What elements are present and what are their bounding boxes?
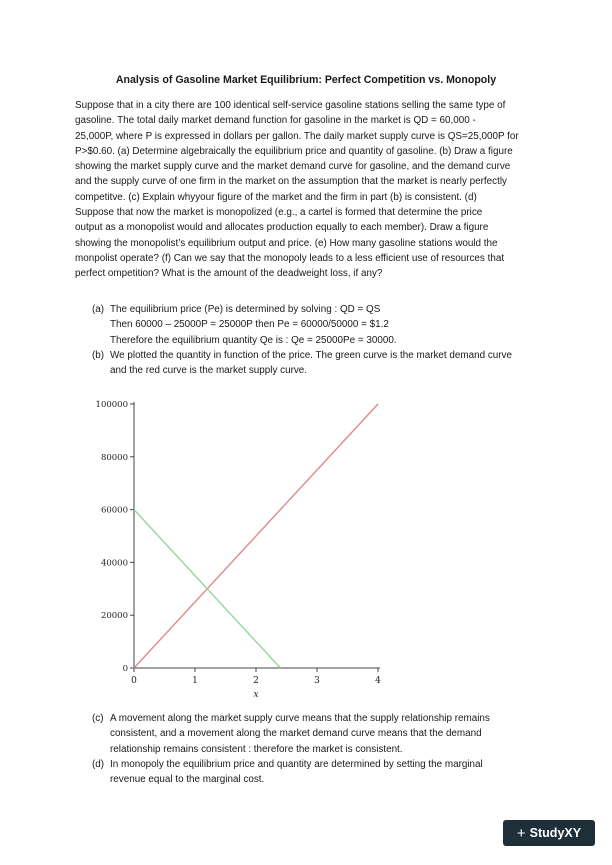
problem-line: showing the monopolist’s equilibrium output and price. (e) How many gasoline stations would the: [75, 237, 498, 249]
problem-line: Suppose that in a city there are 100 identical self-service gasoline stations selling the same type of: [75, 100, 506, 111]
answer-line: Therefore the equilibrium quantity Qe is : Qe = 25000Pe = 30000.: [110, 334, 397, 346]
y-tick-label: 80000: [100, 452, 128, 463]
problem-line: output as a monopolist would and allocates production equally to each member). Draw a figure: [75, 222, 489, 234]
answer-b: [92, 348, 552, 379]
y-tick-label: 60000: [100, 505, 128, 516]
x-tick-label: 0: [131, 676, 137, 686]
answer-a: [92, 302, 552, 348]
x-tick-label: 3: [314, 676, 320, 686]
answer-line: relationship remains consistent : therefore the market is consistent.: [110, 743, 403, 755]
problem-line: gasoline. The total daily market demand function for gasoline in the market is QD = 60,000 -: [75, 115, 476, 127]
x-axis-label: x: [253, 690, 259, 700]
answer-line: and the red curve is the market supply curve.: [110, 365, 308, 377]
answer-line: A movement along the market supply curve means that the supply relationship remains: [110, 713, 490, 724]
answer-line: Then 60000 – 25000P = 25000P then Pe = 60000/50000 = $1.2: [110, 319, 389, 331]
plus-icon: +: [516, 824, 526, 842]
answer-line: In monopoly the equilibrium price and quantity are determined by setting the marginal: [110, 758, 483, 770]
y-tick-label: 0: [122, 664, 128, 674]
problem-line: perfect ompetition? What is the amount of the deadweight loss, if any?: [75, 268, 383, 280]
y-tick-label: 20000: [100, 611, 128, 622]
answer-line: consistent, and a movement along the market demand curve means that the demand: [110, 728, 482, 740]
problem-statement: [75, 98, 545, 282]
studyxy-logo: [503, 820, 595, 846]
answer-line: The equilibrium price (Pe) is determined by solving : QD = QS: [110, 304, 381, 315]
answer-c: [92, 711, 552, 757]
problem-line: showing the market supply curve and the market demand curve for gasoline, and the demand curve: [75, 161, 511, 173]
answer-label: (a): [92, 304, 105, 315]
y-tick-label: 100000: [95, 400, 128, 410]
x-tick-label: 1: [192, 676, 198, 686]
y-tick-label: 40000: [100, 558, 128, 569]
problem-line: P>$0.60. (a) Determine algebraically the equilibrium price and quantity of gasoline. (b) Draw a figure: [75, 145, 513, 157]
supply-curve-line: [134, 404, 378, 668]
supply-demand-chart: [84, 395, 394, 700]
problem-line: monpolist operate? (f) Can we say that the monopoly leads to a less efficient use of resources that: [75, 252, 505, 264]
problem-line: Suppose that now the market is monopolized (e.g., a cartel is formed that determine the price: [75, 207, 483, 219]
answer-label: (d): [92, 758, 105, 770]
problem-line: competitve. (c) Explain whyyour figure of the market and the firm in part (b) is consistent. (d): [75, 191, 477, 203]
answer-label: (c): [92, 713, 104, 724]
x-tick-label: 4: [375, 676, 381, 686]
answer-label: (b): [92, 349, 105, 361]
answer-d: [92, 757, 552, 788]
document-title: Analysis of Gasoline Market Equilibrium: Perfect Competition vs. Monopoly: [115, 74, 497, 86]
problem-line: 25,000P, where P is expressed in dollars per gallon. The daily market supply curve is QS=25,000P for: [75, 130, 519, 142]
logo-text: StudyXY: [529, 826, 582, 840]
x-tick-label: 2: [253, 676, 259, 686]
answer-line: revenue equal to the marginal cost.: [110, 774, 265, 786]
problem-line: and the supply curve of one firm in the market on the assumption that the market is nearly perfectly: [75, 176, 507, 188]
answers-top: [92, 302, 552, 378]
answers-bottom: [92, 711, 552, 787]
answer-line: We plotted the quantity in function of the price. The green curve is the market demand curve: [110, 349, 512, 361]
